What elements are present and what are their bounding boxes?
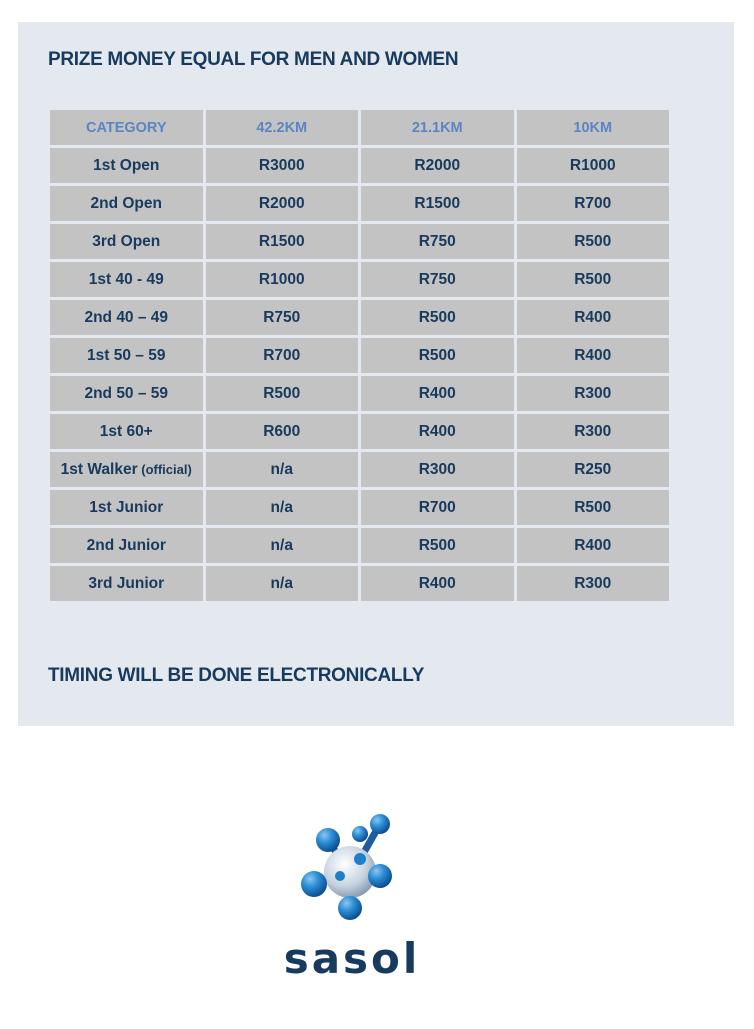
prize-42km-cell: R3000 [204,147,360,185]
prize-21km-cell: R500 [360,527,516,565]
category-cell [49,565,205,603]
prize-21km-cell: R1500 [360,185,516,223]
prize-21km-cell: R2000 [360,147,516,185]
category-cell [49,489,205,527]
prize-42km-cell: R600 [204,413,360,451]
prize-42km-cell: n/a [204,451,360,489]
prize-21km-cell: R750 [360,261,516,299]
prize-10km-cell: R300 [515,375,671,413]
header-category: CATEGORY [49,109,205,147]
category-cell [49,451,205,489]
category-label: 3rd Junior [88,574,165,592]
table-row [49,375,671,413]
category-note: (official) [137,461,192,477]
prize-42km-cell: n/a [204,565,360,603]
prize-10km-cell: R300 [515,413,671,451]
prize-42km-cell: R500 [204,375,360,413]
category-cell [49,527,205,565]
prize-10km-cell: R250 [515,451,671,489]
category-label: 3rd Open [92,232,161,250]
table-row [49,489,671,527]
category-cell [49,375,205,413]
table-row [49,223,671,261]
table-row [49,147,671,185]
prize-10km-cell: R400 [515,527,671,565]
header-42km: 42.2KM [204,109,360,147]
prize-10km-cell: R500 [515,261,671,299]
prize-10km-cell: R700 [515,185,671,223]
prize-42km-cell: R1500 [204,223,360,261]
prize-10km-cell: R400 [515,337,671,375]
prize-panel [18,22,734,726]
category-label: 2nd 50 – 59 [84,384,169,402]
prize-10km-cell: R500 [515,489,671,527]
timing-note: TIMING WILL BE DONE ELECTRONICALLY [48,665,425,686]
category-label: 1st 40 - 49 [88,270,164,288]
category-label: 1st Open [93,156,160,174]
category-cell [49,223,205,261]
table-row [49,565,671,603]
prize-21km-cell: R500 [360,337,516,375]
category-cell [49,413,205,451]
prize-21km-cell: R400 [360,565,516,603]
prize-21km-cell: R400 [360,413,516,451]
category-label: 1st Junior [89,498,164,516]
prize-10km-cell: R500 [515,223,671,261]
category-label: 1st Walker [60,460,138,478]
table-row [49,527,671,565]
category-cell [49,185,205,223]
category-label: 2nd Open [90,194,162,212]
category-label: 2nd Junior [86,536,166,554]
prize-21km-cell: R700 [360,489,516,527]
table-row [49,185,671,223]
prize-heading: PRIZE MONEY EQUAL FOR MEN AND WOMEN [48,49,459,70]
prize-21km-cell: R500 [360,299,516,337]
prize-10km-cell: R300 [515,565,671,603]
table-header-row [49,109,671,147]
prize-10km-cell: R400 [515,299,671,337]
header-10km: 10KM [515,109,671,147]
prize-table [47,107,672,604]
prize-42km-cell: R700 [204,337,360,375]
prize-21km-cell: R750 [360,223,516,261]
category-label: 1st 50 – 59 [87,346,166,364]
prize-42km-cell: n/a [204,489,360,527]
table-row [49,337,671,375]
table-row [49,261,671,299]
prize-42km-cell: R750 [204,299,360,337]
prize-21km-cell: R300 [360,451,516,489]
table-row [49,299,671,337]
category-label: 1st 60+ [99,422,153,440]
prize-42km-cell: R1000 [204,261,360,299]
category-cell [49,337,205,375]
table-row [49,451,671,489]
table-row [49,413,671,451]
header-21km: 21.1KM [360,109,516,147]
category-label: 2nd 40 – 49 [84,308,169,326]
category-cell [49,147,205,185]
category-cell [49,261,205,299]
category-cell [49,299,205,337]
prize-42km-cell: n/a [204,527,360,565]
prize-21km-cell: R400 [360,375,516,413]
prize-42km-cell: R2000 [204,185,360,223]
prize-10km-cell: R1000 [515,147,671,185]
sasol-wordmark: sasol [283,934,421,983]
